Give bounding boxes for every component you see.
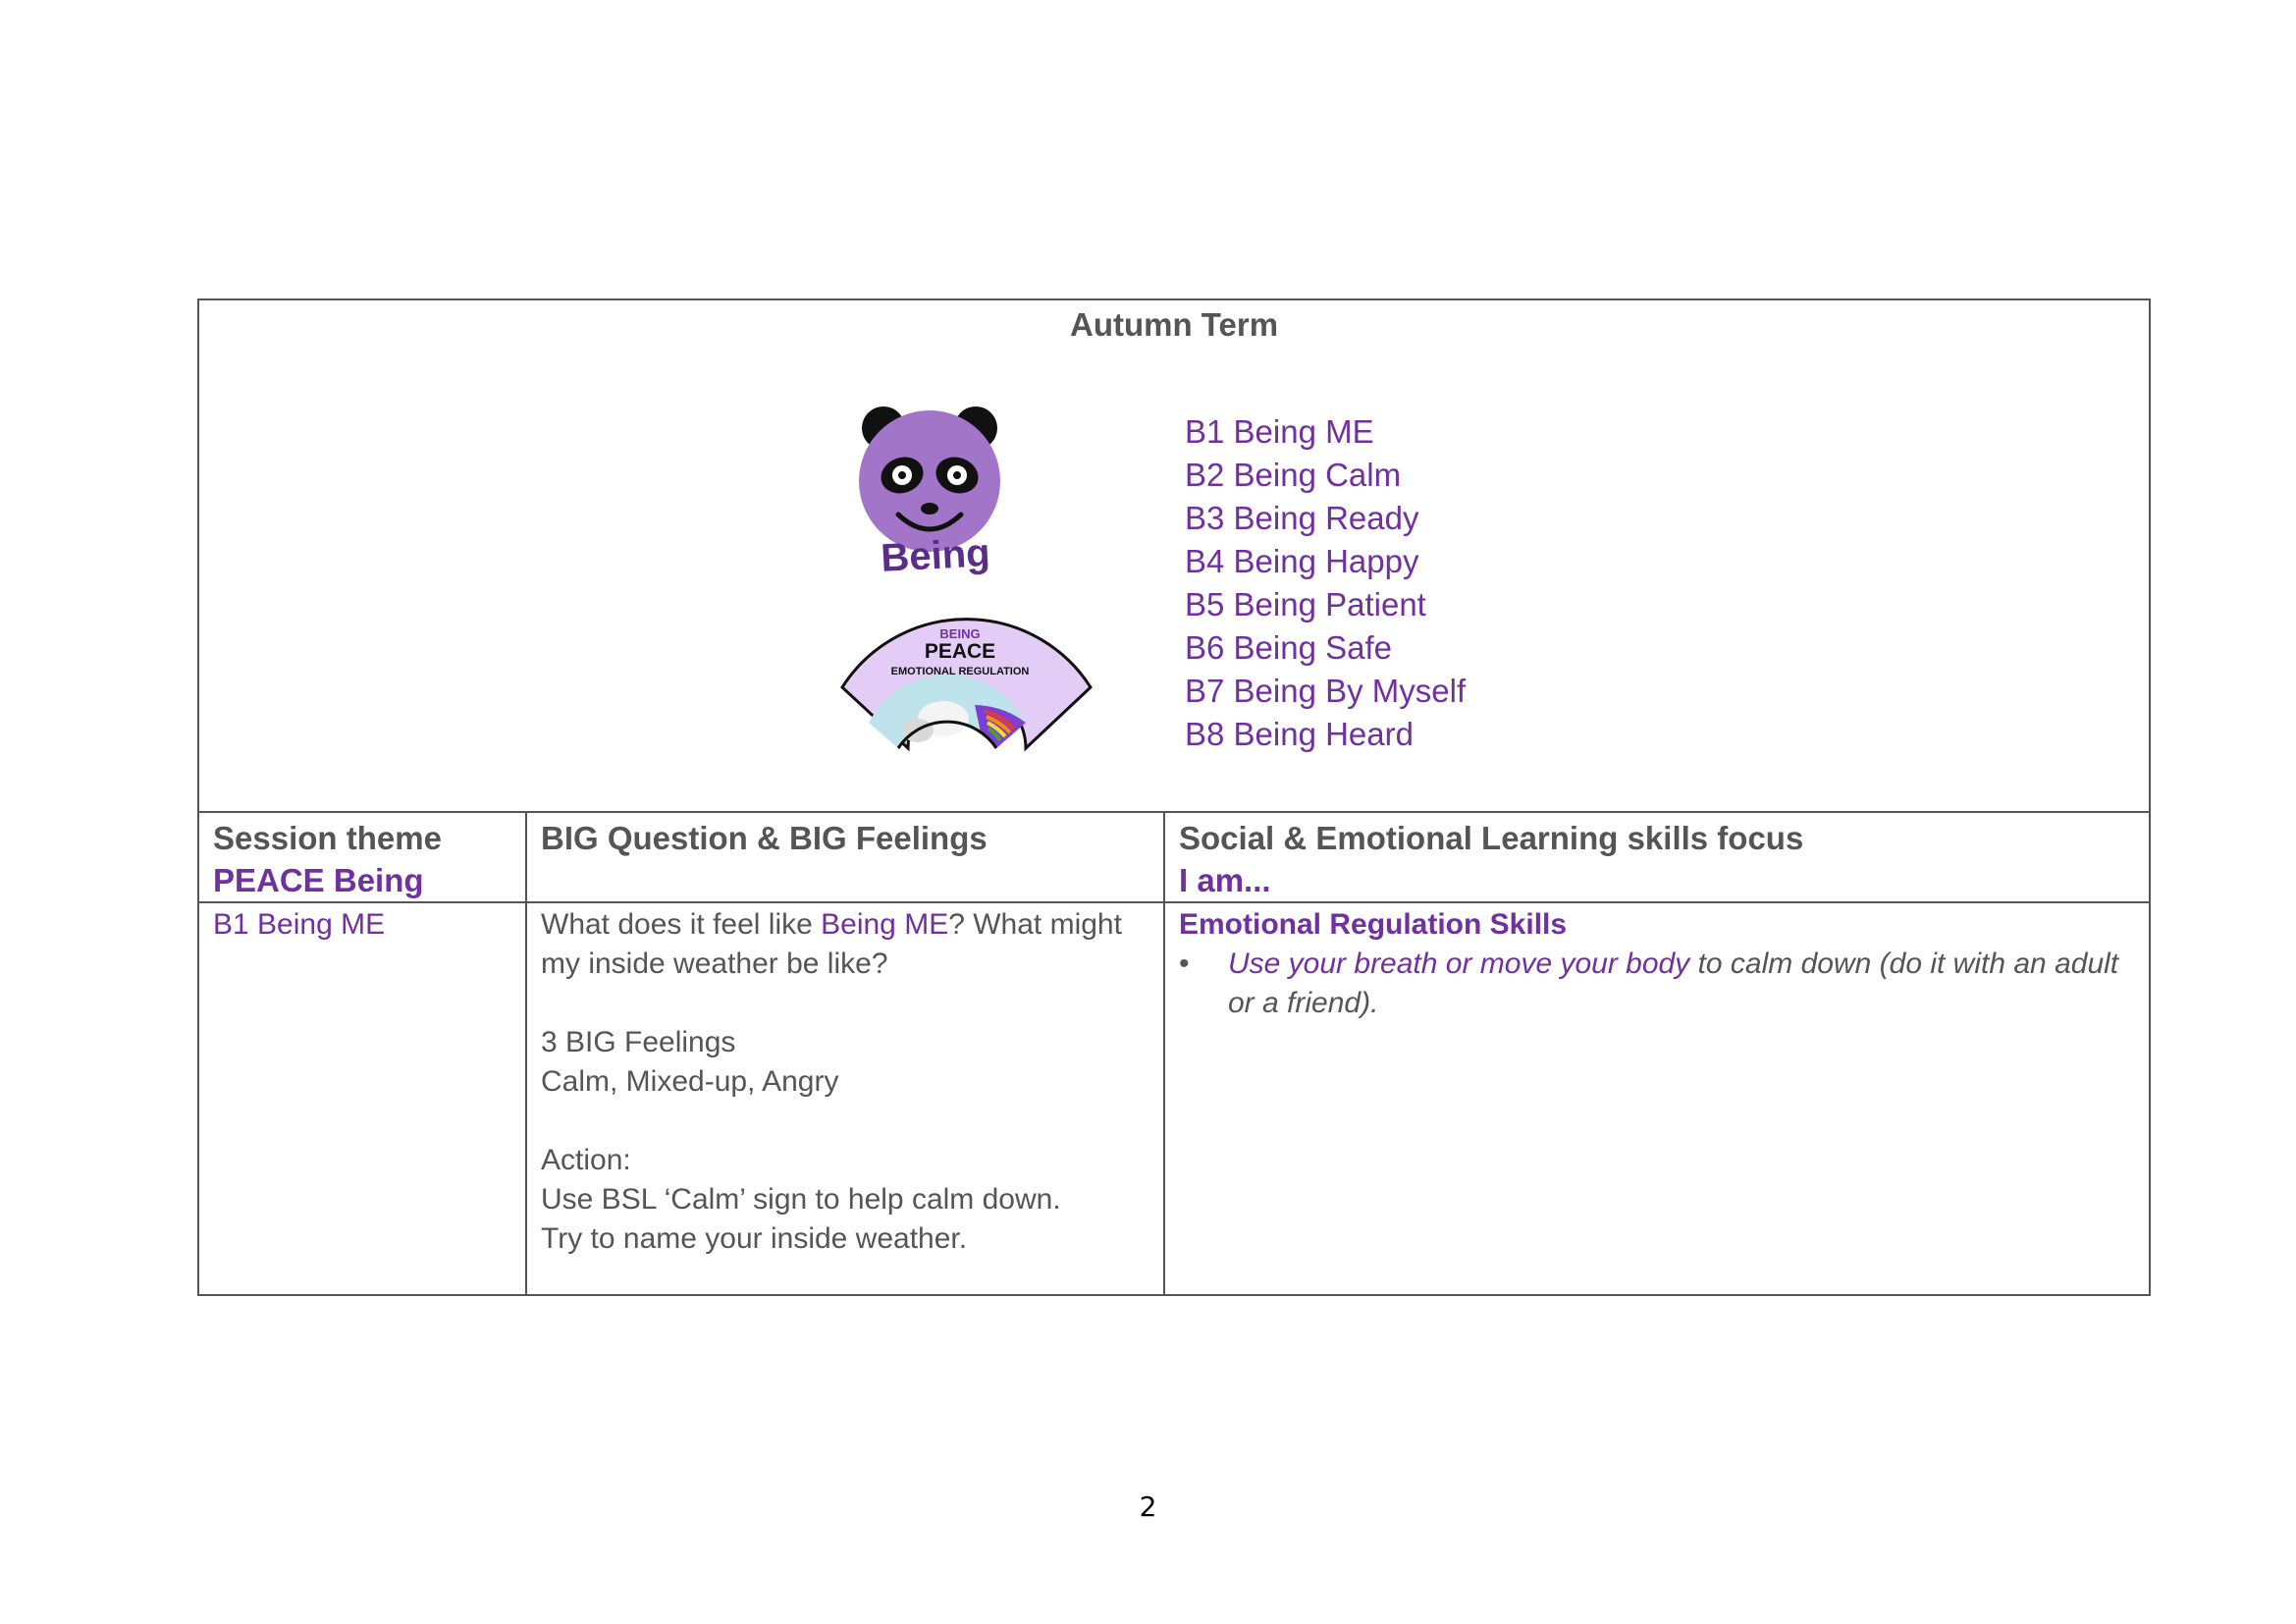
skill-text bbox=[1228, 945, 2135, 1023]
skills-title: Emotional Regulation Skills bbox=[1179, 908, 1568, 941]
fan-top-label: BEING bbox=[939, 626, 981, 641]
big-question-label: BIG Question & BIG Feelings bbox=[541, 820, 988, 856]
sel-focus-header bbox=[1164, 812, 2150, 902]
question-text-end: ? What might my inside weather be like? bbox=[541, 908, 1122, 980]
sel-focus-sub: I am... bbox=[1179, 862, 1271, 898]
list-item: B5 Being Patient bbox=[1185, 586, 1426, 623]
list-item: B7 Being By Myself bbox=[1185, 673, 1467, 709]
session-theme-label: Session theme bbox=[213, 820, 442, 856]
big-question bbox=[541, 905, 1149, 984]
sel-focus-label: Social & Emotional Learning skills focus bbox=[1179, 820, 1804, 856]
list-item: B8 Being Heard bbox=[1185, 716, 1414, 752]
action-item: Use BSL ‘Calm’ sign to help calm down. bbox=[541, 1183, 1061, 1216]
session-name: B1 Being ME bbox=[213, 908, 386, 941]
list-item bbox=[1179, 945, 2135, 1023]
skill-highlight: Use your breath or move your body bbox=[1228, 947, 1690, 980]
list-item: B1 Being ME bbox=[1185, 413, 1374, 450]
question-text: What does it feel like bbox=[541, 908, 822, 941]
list-item: B4 Being Happy bbox=[1185, 543, 1419, 579]
table-row bbox=[198, 902, 2150, 1295]
feelings-list: Calm, Mixed-up, Angry bbox=[541, 1065, 839, 1098]
list-item: B6 Being Safe bbox=[1185, 629, 1392, 666]
fan-main-label: PEACE bbox=[924, 640, 996, 663]
bullet-icon: • bbox=[1179, 947, 1190, 980]
term-title: Autumn Term bbox=[1069, 306, 1279, 343]
session-theme-header bbox=[198, 812, 526, 902]
question-cell bbox=[526, 902, 1164, 1295]
big-question-header bbox=[526, 812, 1164, 902]
fan-sub-label: EMOTIONAL REGULATION bbox=[890, 666, 1030, 677]
programme-table bbox=[197, 298, 2151, 1296]
question-highlight: Being ME bbox=[821, 908, 949, 941]
header-row bbox=[198, 812, 2150, 902]
skills-cell bbox=[1164, 902, 2150, 1295]
feelings-title: 3 BIG Feelings bbox=[541, 1026, 736, 1058]
panda-label: Being bbox=[880, 531, 991, 580]
action-title: Action: bbox=[541, 1144, 631, 1176]
term-cell bbox=[198, 299, 2150, 812]
session-list bbox=[1185, 410, 1466, 756]
page-number: 2 bbox=[1139, 1490, 1157, 1523]
list-item: B3 Being Ready bbox=[1185, 500, 1419, 536]
session-cell bbox=[198, 902, 526, 1295]
being-peace-logo bbox=[828, 399, 1122, 762]
list-item: B2 Being Calm bbox=[1185, 457, 1402, 493]
term-row bbox=[198, 299, 2150, 812]
skill-rest: to calm down (do it with an adult or a friend). bbox=[1228, 947, 2119, 1019]
action-item: Try to name your inside weather. bbox=[541, 1222, 968, 1255]
session-theme-value: PEACE Being bbox=[213, 862, 424, 898]
